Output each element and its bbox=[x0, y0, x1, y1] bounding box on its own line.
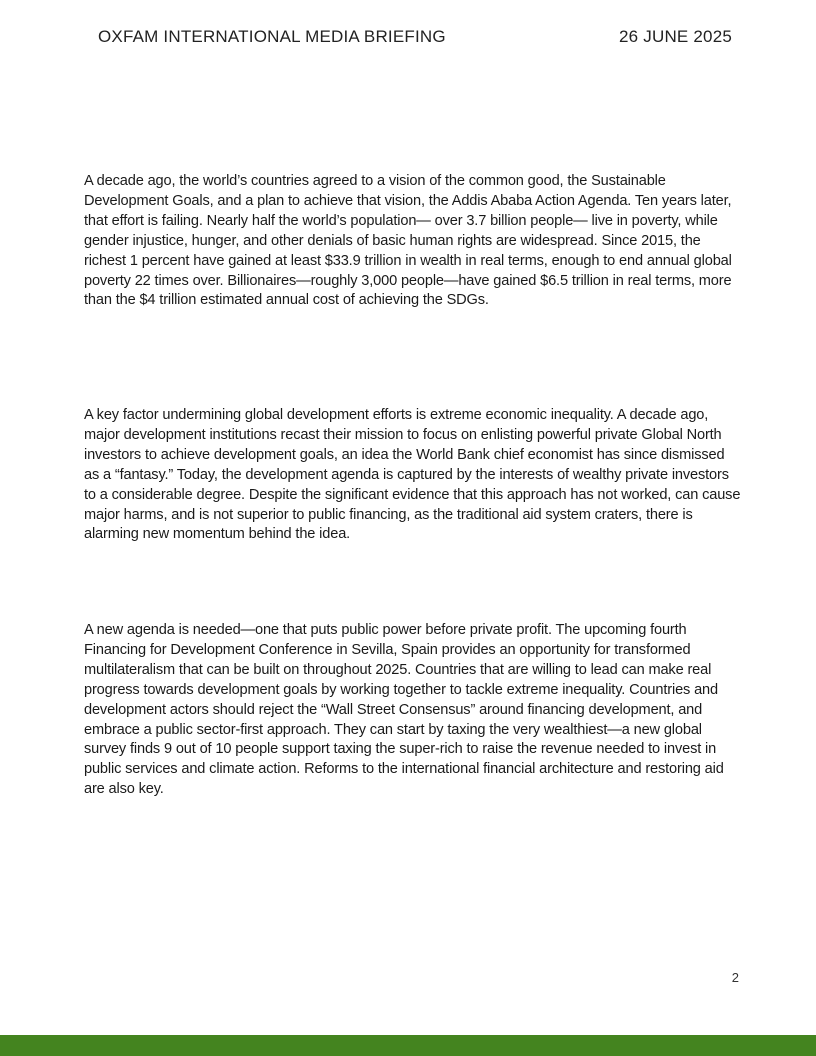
page-header bbox=[98, 27, 732, 49]
briefing-title: OXFAM INTERNATIONAL MEDIA BRIEFING bbox=[98, 27, 446, 46]
briefing-date: 26 JUNE 2025 bbox=[619, 27, 732, 46]
body-paragraph: A decade ago, the world’s countries agreed to a vision of the common good, the Sustainable Development Goals, and a plan to achieve that vision, the Addis Ababa Action Agenda. Ten years later, that effort is failing. Nearly half the world’s population— over 3.7 billion people— live in poverty, while gender injustice, hunger, and other denials of basic human rights are widespread. Since 2015, the richest 1 percent have gained at least $33.9 trillion in wealth in real terms, enough to end annual global poverty 22 times over. Billionaires—roughly 3,000 people—have gained $6.5 trillion in real terms, more than the $4 trillion estimated annual cost of achieving the SDGs. bbox=[84, 173, 732, 309]
page-number: 2 bbox=[731, 970, 739, 985]
body-paragraph: A new agenda is needed—one that puts public power before private profit. The upcoming fourth Financing for Development Conference in Sevilla, Spain provides an opportunity for transformed multilateralism that can be built on throughout 2025. Countries that are willing to lead can make real progress towards development goals by working together to tackle extreme inequality. Countries and development actors should reject the “Wall Street Consensus” around financing development, and embrace a public sector-first approach. They can start by taxing the very wealthiest—a new global survey finds 9 out of 10 people support taxing the super-rich to raise the revenue needed to invest in public services and climate action. Reforms to the international financial architecture and restoring aid are also key. bbox=[84, 622, 724, 798]
footer-color-band bbox=[0, 1035, 816, 1056]
body-paragraph: A key factor undermining global development efforts is extreme economic inequality. A decade ago, major development institutions recast their mission to focus on enlisting powerful private Global North investors to achieve development goals, an idea the World Bank chief economist has since dismissed as a “fantasy.” Today, the development agenda is captured by the interests of wealthy private investors to a considerable degree. Despite the significant evidence that this approach has not worked, can cause major harms, and is not superior to public financing, as the traditional aid system craters, there is alarming new momentum behind the idea. bbox=[84, 407, 741, 543]
